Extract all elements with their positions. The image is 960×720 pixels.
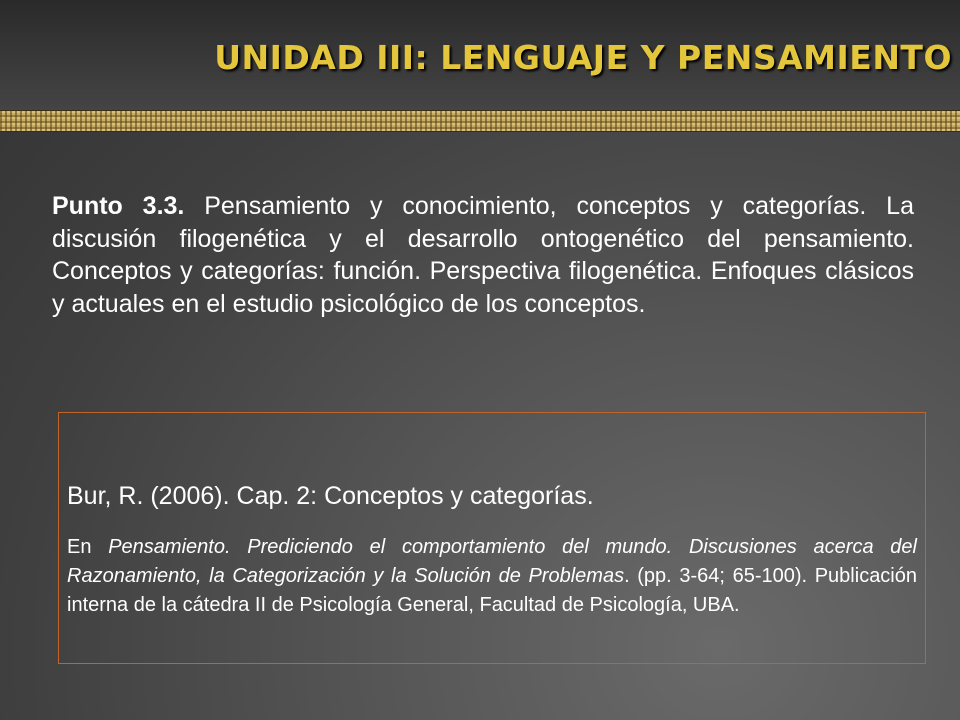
slide-title: UNIDAD III: LENGUAJE Y PENSAMIENTO (214, 38, 952, 77)
reference-detail (67, 533, 917, 620)
reference-book-title: Pensamiento. Prediciendo el comportamiento del mundo. Discusiones acerca del Razonamiento, la Categorización y la Solución de Problemas (67, 536, 917, 587)
reference-box (58, 412, 926, 664)
reference-prefix: En (67, 536, 109, 558)
topic-paragraph (52, 190, 914, 320)
reference-citation: Bur, R. (2006). Cap. 2: Conceptos y categorías. (67, 482, 594, 510)
decorative-strip (0, 110, 960, 132)
topic-label: Punto 3.3. (52, 192, 185, 220)
topic-text: Pensamiento y conocimiento, conceptos y categorías. La discusión filogenética y el desarrollo ontogenético del pensamiento. Conceptos y categorías: función. Perspectiva filogenética. Enfoques clásicos y actuales en el estudio psicológico de los conceptos. (52, 192, 914, 318)
reference-suffix: . (pp. 3-64; 65-100). Publicación interna de la cátedra II de Psicología General, Facultad de Psicología, UBA. (67, 565, 917, 616)
